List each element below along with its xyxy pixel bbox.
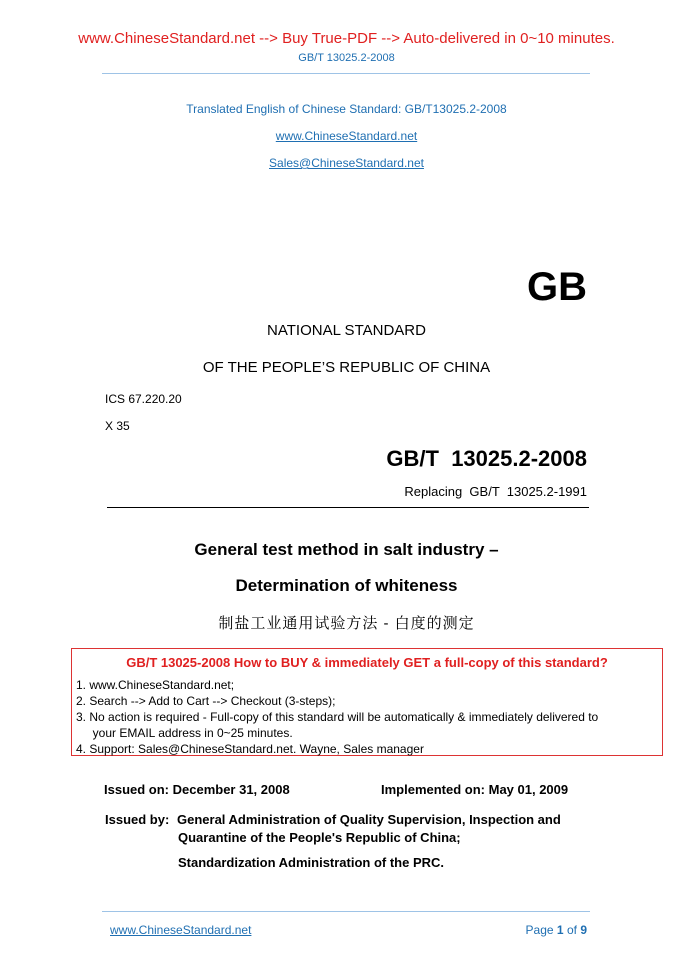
national-standard-heading: NATIONAL STANDARD	[267, 322, 426, 339]
classification-code: X 35	[105, 419, 130, 433]
buy-step-4: 4. Support: Sales@ChineseStandard.net. Wayne, Sales manager	[76, 742, 424, 756]
buy-box-title[interactable]: GB/T 13025-2008 How to BUY & immediately GET a full-copy of this standard?	[126, 655, 608, 670]
main-divider	[107, 507, 589, 508]
buy-step-2: 2. Search --> Add to Cart --> Checkout (3-steps);	[76, 694, 336, 708]
page-word: Page	[525, 923, 554, 937]
footer-website-link[interactable]: www.ChineseStandard.net	[110, 923, 252, 937]
issued-date: Issued on: December 31, 2008	[104, 782, 290, 797]
issuer-line-1: General Administration of Quality Supervision, Inspection and	[177, 812, 561, 827]
issuer-line-2: Quarantine of the People's Republic of China;	[178, 830, 461, 845]
gb-mark: GB	[527, 265, 587, 309]
page-indicator	[526, 923, 587, 937]
title-line-2: Determination of whiteness	[235, 576, 458, 595]
issued-by-label: Issued by:	[105, 812, 170, 827]
title-chinese: 制盐工业通用试验方法 - 白度的测定	[218, 615, 475, 632]
buy-step-3: 3. No action is required - Full-copy of this standard will be automatically & immediately delivered to	[76, 710, 599, 724]
buy-info-box	[71, 648, 663, 756]
issuer-line-3: Standardization Administration of the PRC.	[178, 855, 445, 870]
country-heading: OF THE PEOPLE’S REPUBLIC OF CHINA	[202, 359, 491, 376]
of-word: of	[566, 923, 577, 937]
translation-note: Translated English of Chinese Standard: GB/T13025.2-2008	[186, 102, 507, 116]
title-line-1: General test method in salt industry –	[194, 540, 499, 559]
buy-step-3-cont: your EMAIL address in 0~25 minutes.	[76, 726, 293, 740]
replacing-note: Replacing GB/T 13025.2-1991	[404, 484, 587, 499]
footer-divider	[102, 911, 590, 912]
top-banner[interactable]: www.ChineseStandard.net --> Buy True-PDF --> Auto-delivered in 0~10 minutes.	[78, 30, 615, 47]
implemented-date: Implemented on: May 01, 2009	[381, 782, 569, 797]
page-total: 9	[580, 923, 587, 937]
standard-number: GB/T 13025.2-2008	[386, 446, 587, 471]
email-link[interactable]: Sales@ChineseStandard.net	[269, 156, 424, 170]
buy-step-1[interactable]: 1. www.ChineseStandard.net;	[76, 678, 235, 692]
website-link[interactable]: www.ChineseStandard.net	[275, 129, 418, 143]
ics-code: ICS 67.220.20	[105, 392, 182, 406]
page-number: 1	[556, 923, 564, 937]
header-standard-code: GB/T 13025.2-2008	[298, 52, 395, 64]
header-divider	[102, 73, 590, 74]
